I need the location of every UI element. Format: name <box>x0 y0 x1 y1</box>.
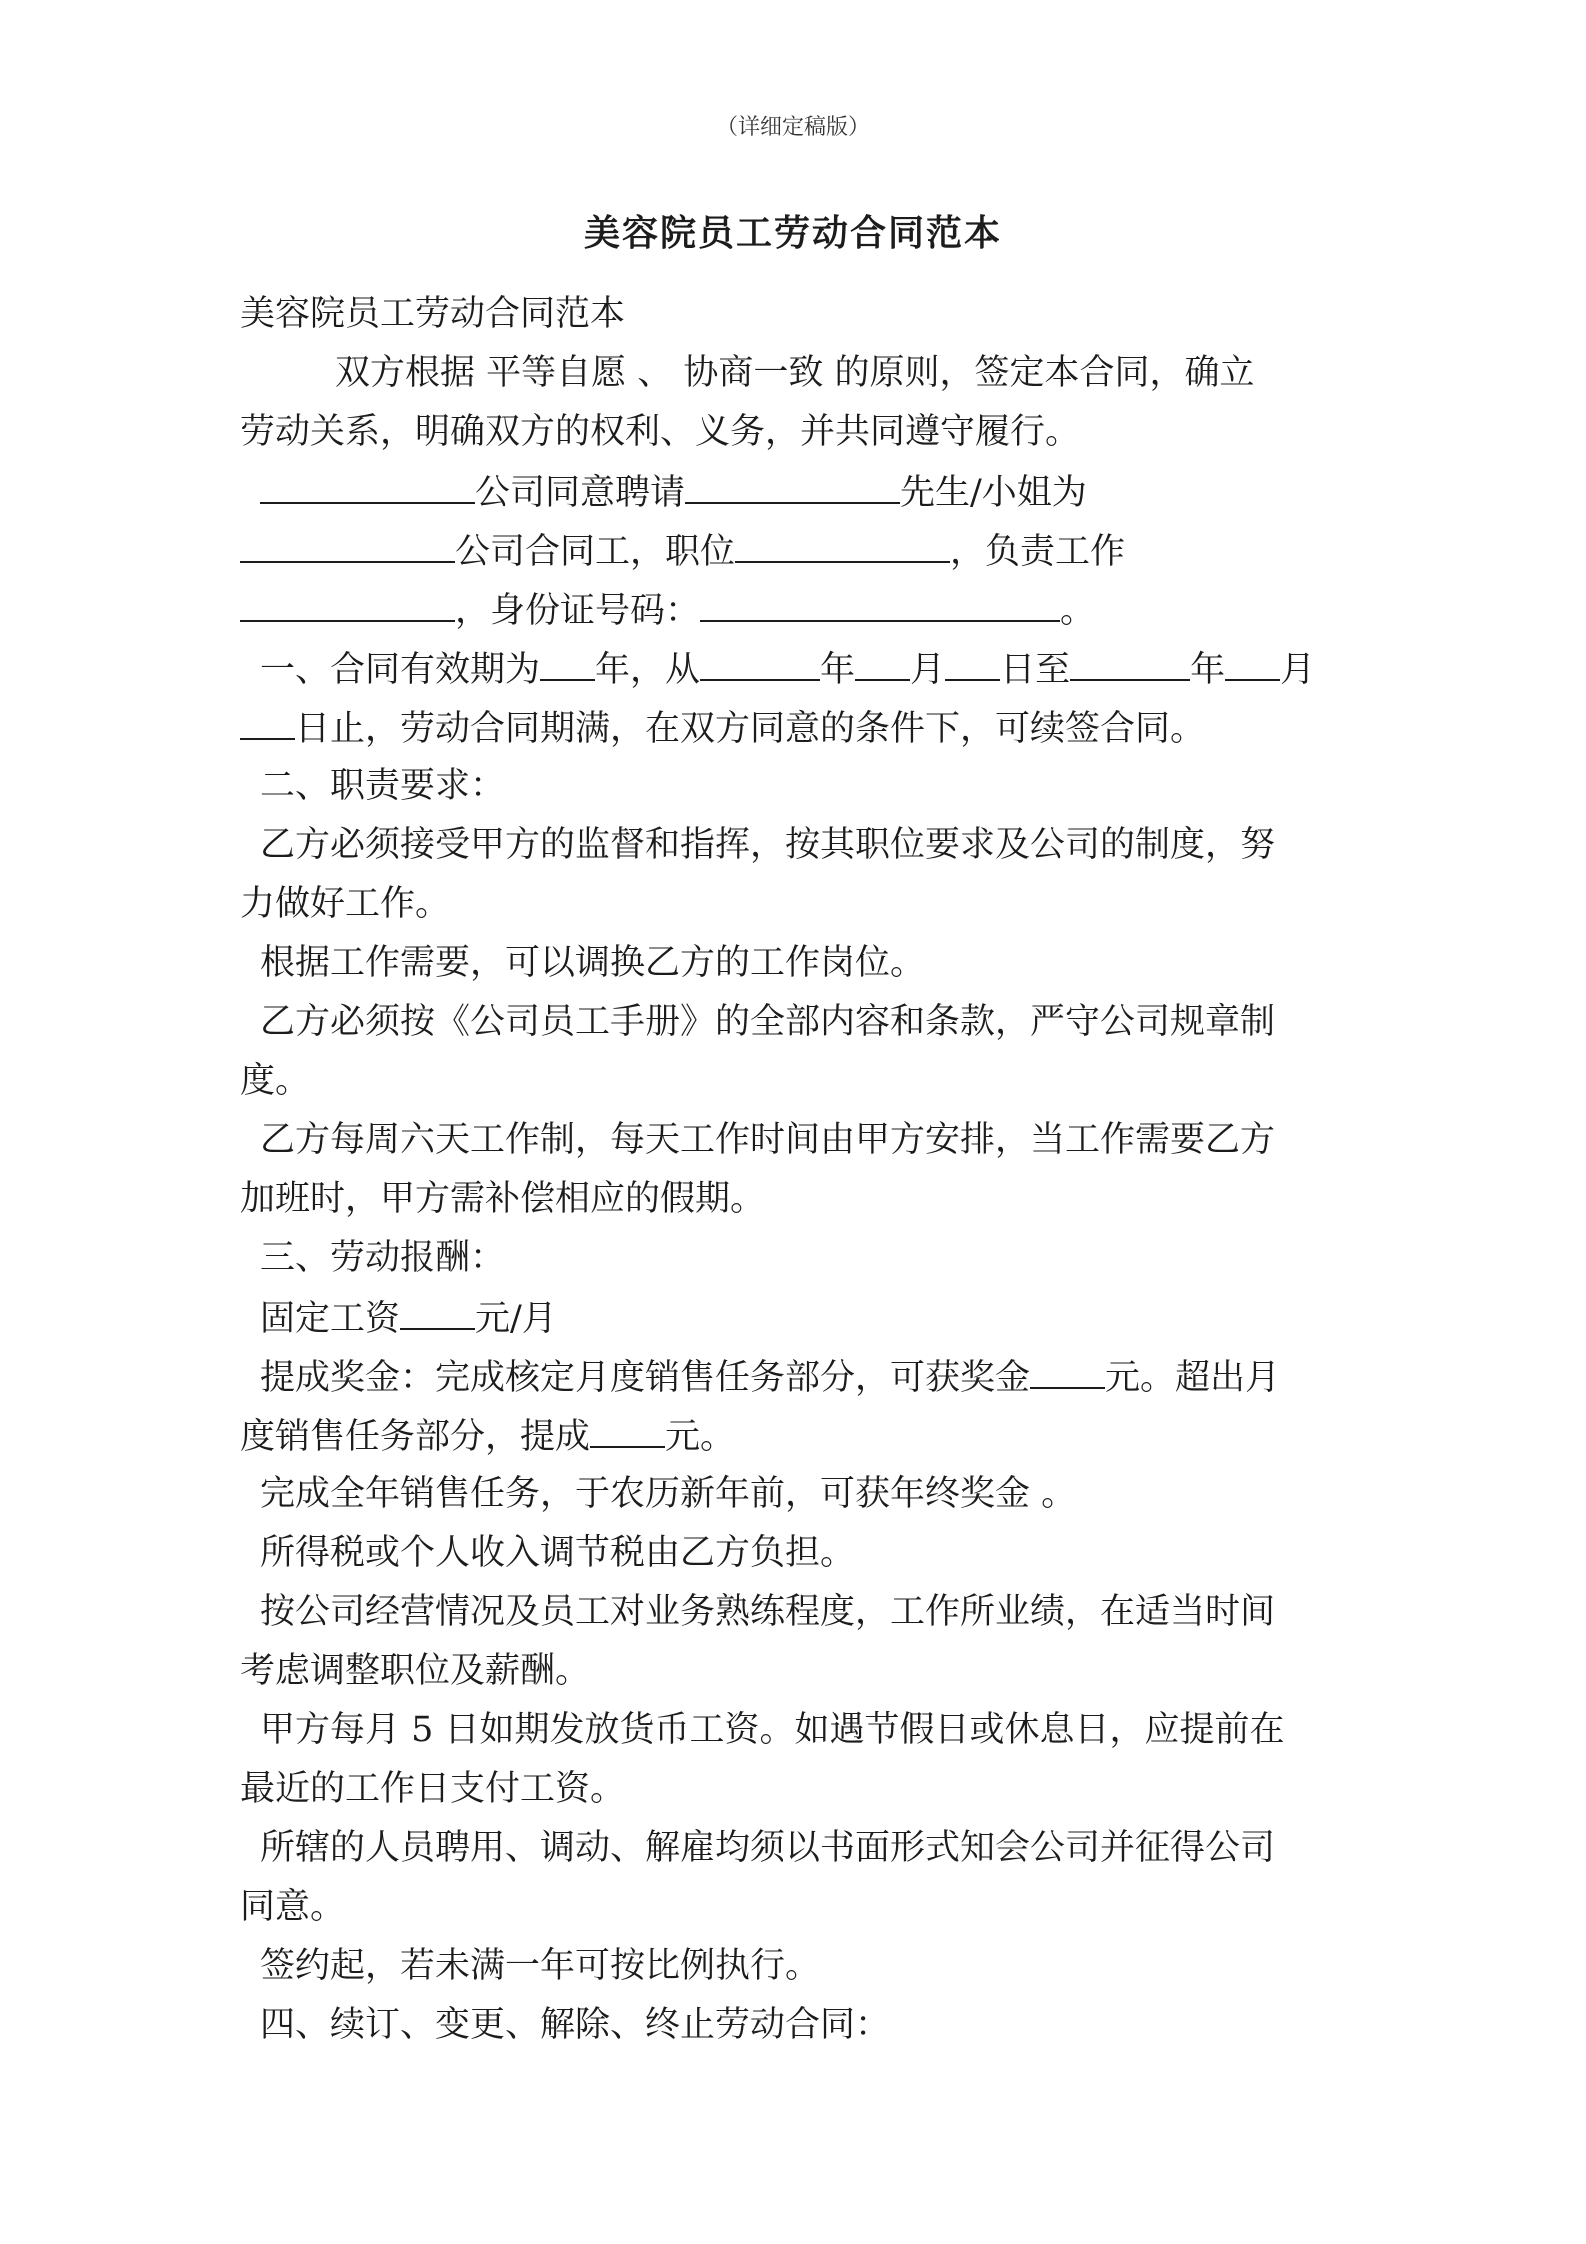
duty-para-3a: 乙方必须按《公司员工手册》的全部内容和条款，严守公司规章制 <box>260 1002 1276 1042</box>
term-line-2: 日止，劳动合同期满，在双方同意的条件下，可续签合同。 <box>240 698 1350 757</box>
staff-line-2: 同意。 <box>240 1887 346 1927</box>
staff-line-1: 所辖的人员聘用、调动、解雇均须以书面形式知会公司并征得公司 <box>260 1828 1276 1868</box>
section-3-heading: 三、劳动报酬： <box>260 1238 506 1278</box>
commission-blank[interactable] <box>590 1406 665 1448</box>
salary-blank[interactable] <box>400 1288 475 1330</box>
company-blank-2[interactable] <box>240 521 455 563</box>
header-note: （详细定稿版） <box>715 115 870 140</box>
duty-para-4a: 乙方每周六天工作制，每天工作时间由甲方安排，当工作需要乙方 <box>260 1120 1276 1160</box>
document-title: 美容院员工劳动合同范本 <box>583 212 1002 254</box>
subtitle: 美容院员工劳动合同范本 <box>240 294 626 334</box>
id-number-blank[interactable] <box>700 580 1060 622</box>
salary-line: 固定工资 元/月 <box>240 1288 1350 1347</box>
adjust-line-2: 考虑调整职位及薪酬。 <box>240 1651 591 1691</box>
duty-para-4b: 加班时，甲方需补偿相应的假期。 <box>240 1179 766 1219</box>
section-4-heading: 四、续订、变更、解除、终止劳动合同： <box>260 2005 891 2045</box>
duty-para-1a: 乙方必须接受甲方的监督和指挥，按其职位要求及公司的制度，努 <box>260 825 1276 865</box>
duty-para-3b: 度。 <box>240 1061 311 1101</box>
term-line-1: 一、合同有效期为 年，从 年 月 日至 年 月 <box>240 639 1350 698</box>
term-years-blank[interactable] <box>540 639 595 681</box>
party-line-1: 公司同意聘请 先生/小姐为 <box>240 462 1350 521</box>
adjust-line-1: 按公司经营情况及员工对业务熟练程度，工作所业绩，在适当时间 <box>260 1592 1276 1632</box>
section-2-heading: 二、职责要求： <box>260 766 506 806</box>
intro-line-1: 双方根据 平等自愿 、 协商一致 的原则，签定本合同，确立 <box>335 353 1255 393</box>
sign-line: 签约起，若未满一年可按比例执行。 <box>260 1946 821 1986</box>
end-year-blank[interactable] <box>1070 639 1190 681</box>
contract-body <box>240 285 1350 2055</box>
pay-line-1: 甲方每月 5 日如期发放货币工资。如遇节假日或休息日，应提前在 <box>260 1710 1285 1750</box>
duty-para-1b: 力做好工作。 <box>240 884 451 924</box>
bonus-blank[interactable] <box>1030 1347 1105 1389</box>
position-blank[interactable] <box>735 521 950 563</box>
year-end-bonus: 完成全年销售任务，于农历新年前，可获年终奖金 。 <box>260 1474 1077 1514</box>
party-line-3: ，身份证号码： 。 <box>240 580 1350 639</box>
pay-line-2: 最近的工作日支付工资。 <box>240 1769 626 1809</box>
intro-line-2: 劳动关系，明确双方的权利、义务，并共同遵守履行。 <box>240 412 1081 452</box>
duty-para-2: 根据工作需要，可以调换乙方的工作岗位。 <box>260 943 926 983</box>
start-month-blank[interactable] <box>855 639 910 681</box>
company-name-blank[interactable] <box>260 462 475 504</box>
employee-name-blank[interactable] <box>685 462 900 504</box>
party-line-2: 公司合同工，职位 ，负责工作 <box>240 521 1350 580</box>
start-day-blank[interactable] <box>945 639 1000 681</box>
end-month-blank[interactable] <box>1225 639 1280 681</box>
start-year-blank[interactable] <box>700 639 820 681</box>
end-day-blank[interactable] <box>240 698 295 740</box>
bonus-line-2: 度销售任务部分，提成 元。 <box>240 1406 1350 1465</box>
duty-blank[interactable] <box>240 580 455 622</box>
tax-line: 所得税或个人收入调节税由乙方负担。 <box>260 1533 856 1573</box>
bonus-line-1: 提成奖金：完成核定月度销售任务部分，可获奖金 元。超出月 <box>240 1347 1350 1406</box>
